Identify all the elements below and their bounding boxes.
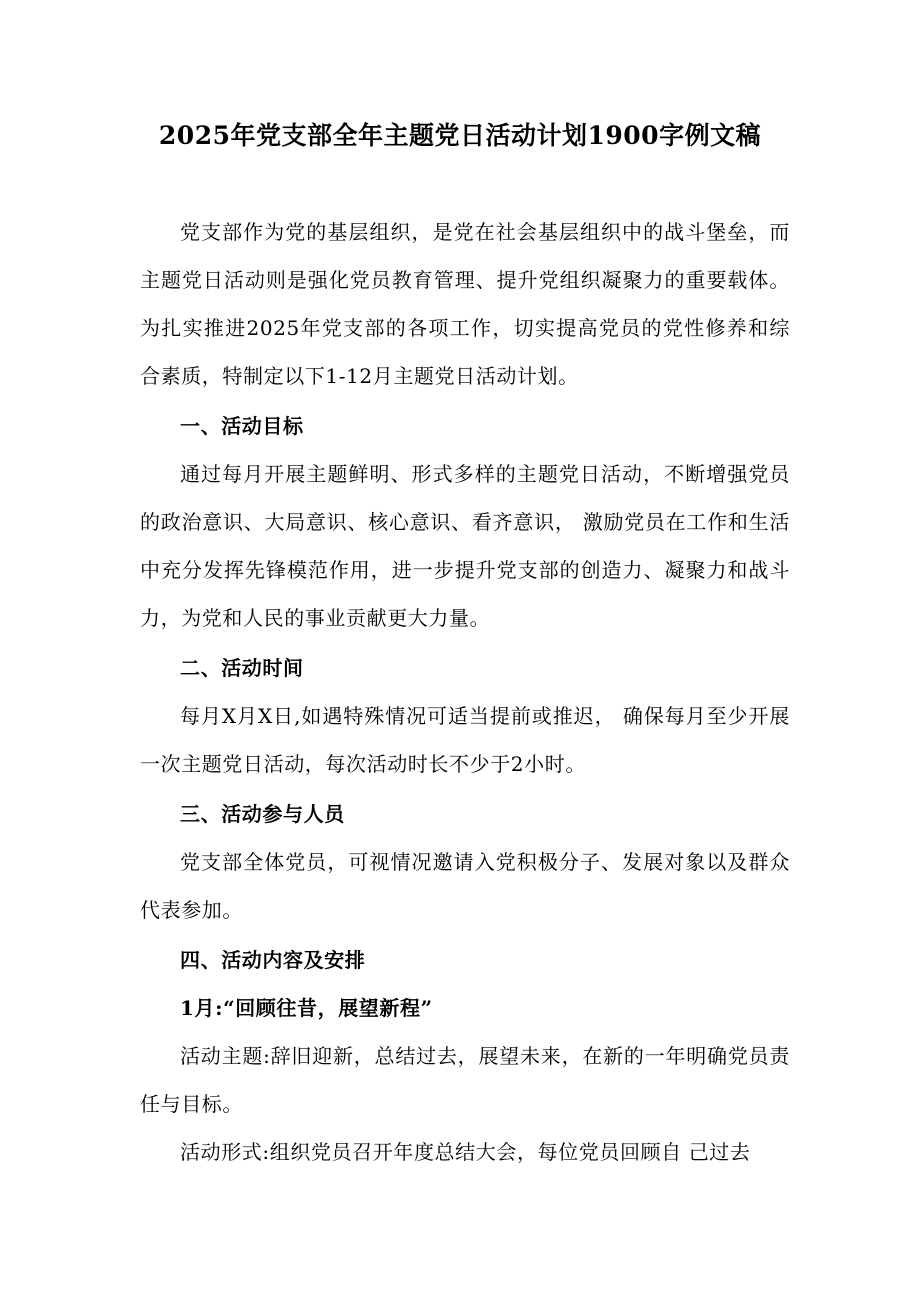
intro-paragraph: 党支部作为党的基层组织，是党在社会基层组织中的战斗堡垒，而主题党日活动则是强化党员教育管理、提升党组织凝聚力的重要载体。为扎实推进2025年党支部的各项工作，切实提高党员的党性修养和综合素质，特制定以下1-12月主题党日活动计划。 [140,220,790,388]
section-heading-time: 二、活动时间 [180,656,304,680]
month-1-heading: 1月:“回顾往昔，展望新程” [180,996,433,1020]
document-body [140,208,790,1176]
section-text-time: 每月X月X日,如遇特殊情况可适当提前或推迟， 确保每月至少开展一次主题党日活动，每次活动时长不少于2小时。 [140,704,790,776]
section-text-participants: 党支部全体党员，可视情况邀请入党积极分子、发展对象以及群众代表参加。 [140,850,790,922]
month-1-theme: 活动主题:辞旧迎新，总结过去，展望未来，在新的一年明确党员责任与目标。 [140,1044,790,1116]
document-title: 2025年党支部全年主题党日活动计划1900字例文稿 [158,121,762,150]
section-heading-participants: 三、活动参与人员 [180,802,345,826]
section-text-goals: 通过每月开展主题鲜明、形式多样的主题党日活动，不断增强党员的政治意识、大局意识、核心意识、看齐意识， 激励党员在工作和生活中充分发挥先锋模范作用，进一步提升党支部的创造力、凝聚力和战斗力，为党和人民的事业贡献更大力量。 [140,462,790,630]
section-heading-content: 四、活动内容及安排 [180,948,366,972]
section-heading-goals: 一、活动目标 [180,414,304,438]
month-1-form: 活动形式:组织党员召开年度总结大会，每位党员回顾自 己过去 [180,1140,751,1164]
